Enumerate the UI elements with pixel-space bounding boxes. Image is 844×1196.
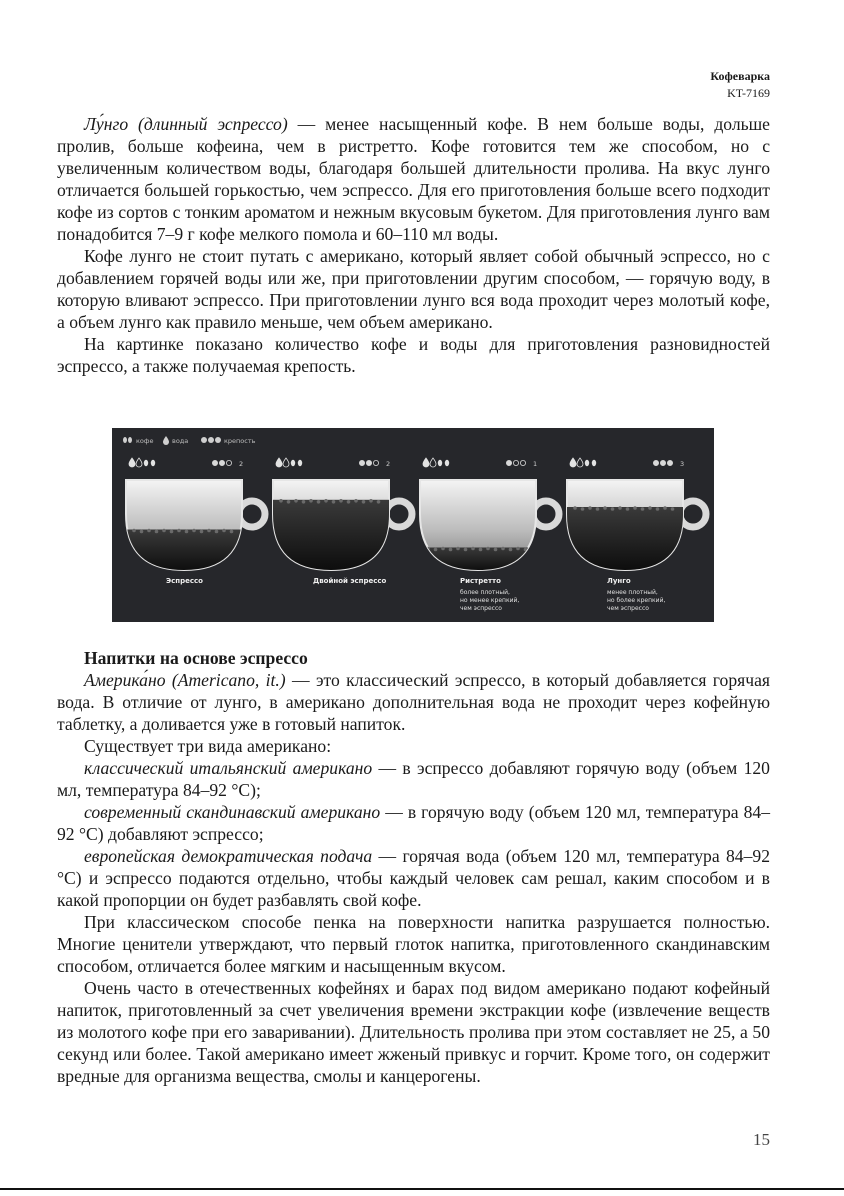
cup-1 xyxy=(126,458,265,585)
paragraph-text: — в горячую воду (объем 120 мл, температура 84–92 °С) добавляют эспрессо; xyxy=(57,802,770,844)
paragraph xyxy=(57,757,770,801)
page-bottom-rule xyxy=(0,1188,844,1190)
espresso-comparison-figure xyxy=(112,428,714,622)
header-title: Кофеварка xyxy=(710,69,770,83)
section-heading: Напитки на основе эспрессо xyxy=(84,648,308,668)
paragraph-text: Существует три вида американо: xyxy=(84,736,332,756)
paragraph xyxy=(57,977,770,1087)
paragraph xyxy=(57,911,770,977)
strength-dot xyxy=(373,460,378,465)
paragraph-text: На картинке показано количество кофе и воды для приготовления разновидностей эспрессо, а также получаемая крепость. xyxy=(57,334,770,376)
page-header xyxy=(710,68,770,102)
cup-2 xyxy=(273,458,412,585)
cup-note-line: более плотный, xyxy=(460,589,510,596)
water-coffee-ratio-icon xyxy=(423,458,449,467)
paragraph xyxy=(57,845,770,911)
legend-water-label: вода xyxy=(172,437,189,445)
paragraph-text: При классическом способе пенка на поверхности напитка разрушается полностью. Многие ценители утверждают, что первый глоток напитка, приготовленного скандинавским способом, отличается более мягким и насыщенным вкусом. xyxy=(57,912,770,976)
strength-dot xyxy=(212,460,217,465)
strength-dot xyxy=(359,460,364,465)
page-number: 15 xyxy=(753,1130,770,1149)
paragraph-italic: европейская демократическая подача xyxy=(84,846,373,866)
cup-name: Ристретто xyxy=(460,577,501,585)
cup-note-line: но менее крепкий, xyxy=(460,597,520,604)
legend-strength-label: крепость xyxy=(224,437,256,445)
strength-dot xyxy=(660,460,665,465)
strength-indicator xyxy=(506,460,525,465)
strength-dot xyxy=(506,460,511,465)
strength-value: 2 xyxy=(386,460,391,468)
cup-3 xyxy=(420,458,559,612)
cup-name: Эспрессо xyxy=(166,577,203,585)
cup-note-line: менее плотный, xyxy=(607,589,658,596)
paragraph xyxy=(57,113,770,245)
cup-name: Двойной эспрессо xyxy=(313,577,387,585)
strength-value: 1 xyxy=(533,460,538,468)
strength-value: 3 xyxy=(680,460,685,468)
header-model: KT-7169 xyxy=(727,86,770,100)
strength-indicator xyxy=(359,460,378,465)
coffee-fill xyxy=(273,500,389,572)
coffee-fill xyxy=(126,530,242,573)
strength-dots-icon xyxy=(201,437,221,443)
paragraph-text: — менее насыщенный кофе. В нем больше воды, дольше пролив, больше кофеина, чем в ристретто. Кофе готовится тем же способом, но с увеличенным количеством воды, благодаря большей длительности пролива. На вкус лунго отличается большей горькостью, чем эспрессо. Для его приготовления больше всего подходит кофе из сортов с тонким ароматом и нежным вкусовым букетом. Для приготовления лунго вам понадобится 7–9 г кофе мелкого помола и 60–110 мл воды. xyxy=(57,114,770,244)
coffee-fill xyxy=(567,507,683,572)
paragraph-text: — горячая вода (объем 120 мл, температура 84–92 °С) и эспрессо подаются отдельно, чтобы каждый человек сам решал, каким способом и в какой пропорции он будет разбавлять свой кофе. xyxy=(57,846,770,910)
water-coffee-ratio-icon xyxy=(276,458,302,467)
strength-dot xyxy=(513,460,518,465)
strength-indicator xyxy=(212,460,231,465)
paragraph xyxy=(57,735,770,757)
water-coffee-ratio-icon xyxy=(129,458,155,467)
top-text-block xyxy=(57,113,770,377)
paragraph-italic: современный скандинавский американо xyxy=(84,802,381,822)
strength-dot xyxy=(219,460,224,465)
strength-dot xyxy=(366,460,371,465)
paragraph xyxy=(57,801,770,845)
paragraph-text: — это классический эспрессо, в который добавляется горячая вода. В отличие от лунго, в американо дополнительная вода не проходит через кофейную таблетку, а доливается уже в готовый напиток. xyxy=(57,670,770,734)
strength-value: 2 xyxy=(239,460,244,468)
paragraph xyxy=(57,333,770,377)
cup-name: Лунго xyxy=(607,577,631,585)
cup-4 xyxy=(567,458,706,612)
figure-legend xyxy=(123,436,256,445)
paragraph xyxy=(57,669,770,735)
cup-note-line: но более крепкий, xyxy=(607,597,666,604)
paragraph-text: — в эспрессо добавляют горячую воду (объем 120 мл, температура 84–92 °С); xyxy=(57,758,770,800)
paragraph-italic: Лу́нго (длинный эспрессо) xyxy=(84,114,288,134)
paragraph-italic: Америка́но (Americano, it.) xyxy=(84,670,286,690)
water-drop-icon xyxy=(163,436,169,445)
strength-dot xyxy=(520,460,525,465)
strength-indicator xyxy=(653,460,672,465)
paragraph-text: Очень часто в отечественных кофейнях и барах под видом американо подают кофейный напиток, приготовленный за счет увеличения времени экстракции кофе (извлечение веществ из молотого кофе при его заваривании). Длительность пролива при этом составляет не 25, а 50 секунд или более. Такой американо имеет жженый привкус и горчит. Кроме того, он содержит вредные для организма вещества, смолы и канцерогены. xyxy=(57,978,770,1086)
coffee-bean-icon xyxy=(123,437,132,443)
cup-note-line: чем эспрессо xyxy=(460,605,502,612)
paragraph-italic: классический итальянский американо xyxy=(84,758,373,778)
legend-coffee-label: кофе xyxy=(136,437,154,445)
cup-note-line: чем эспрессо xyxy=(607,605,649,612)
paragraph xyxy=(57,245,770,333)
paragraph-text: Кофе лунго не стоит путать с американо, который являет собой обычный эспрессо, но с добавлением горячей воды или же, при приготовлении другим способом, — горячую воду, в которую вливают эспрессо. При приготовлении лунго вся вода проходит через молотый кофе, а объем лунго как правило меньше, чем объем американо. xyxy=(57,246,770,332)
strength-dot xyxy=(226,460,231,465)
strength-dot xyxy=(653,460,658,465)
water-coffee-ratio-icon xyxy=(570,458,596,467)
bottom-text-block xyxy=(57,647,770,1087)
strength-dot xyxy=(667,460,672,465)
